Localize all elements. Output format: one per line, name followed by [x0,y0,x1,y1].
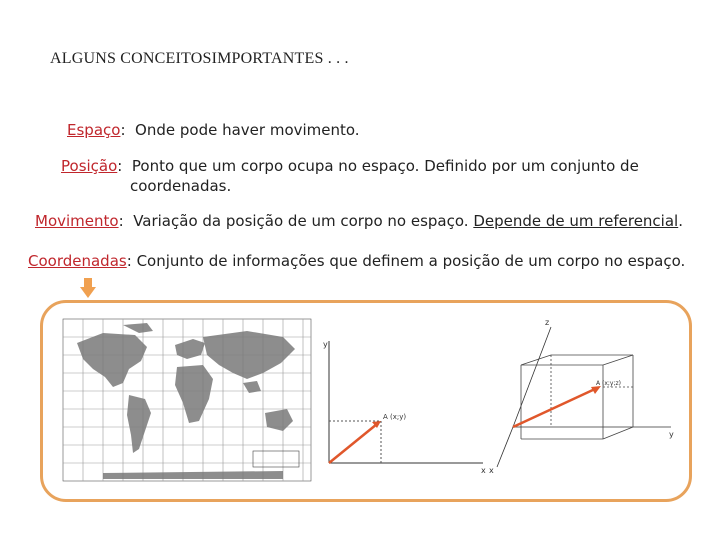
down-arrow-icon [80,278,96,298]
world-map-legend [253,451,299,467]
point-label-3d: A (x;y;z) [596,380,621,387]
term-movimento: Movimento [35,212,119,230]
definition-tail: . [678,212,683,230]
y-axis-label: y [323,340,328,349]
term-separator: : [126,252,132,270]
page-title: ALGUNS CONCEITOSIMPORTANTES . . . [50,50,349,67]
diagram-2d [329,341,483,463]
definition-posicao [61,156,639,176]
x-axis-label: x [481,466,486,475]
term-posicao: Posição [61,157,118,175]
term-separator: : [120,121,126,139]
term-espaco: Espaço [67,121,121,139]
z-axis-label: z [545,318,550,327]
definition-text-espaco: Onde pode haver movimento. [135,121,360,139]
term-coordenadas: Coordenadas [28,252,127,270]
x-axis-label-3d: x [489,466,494,475]
position-vector [329,424,377,463]
definition-movimento [35,211,683,231]
term-separator: : [117,157,123,175]
definition-text-posicao: Ponto que um corpo ocupa no espaço. Definido por um conjunto de [131,157,639,175]
definition-emphasis-referencial: Depende de um referencial [473,212,679,230]
definition-espaco [67,120,360,140]
y-axis-label-3d: y [669,430,674,439]
definition-text-posicao-line2: coordenadas. [130,177,232,195]
term-separator: : [118,212,124,230]
x-axis-3d [497,427,513,467]
definition-text-movimento: Variação da posição de um corpo no espaço. [133,212,469,230]
world-map-continents [77,323,295,479]
definition-coordenadas [28,251,685,271]
diagram-canvas [43,303,689,499]
diagram-3d [497,327,671,467]
diagram-frame [40,300,692,502]
point-label-2d: A (x;y) [383,413,407,421]
definition-text-coordenadas: Conjunto de informações que definem a posição de um corpo no espaço. [136,252,686,270]
